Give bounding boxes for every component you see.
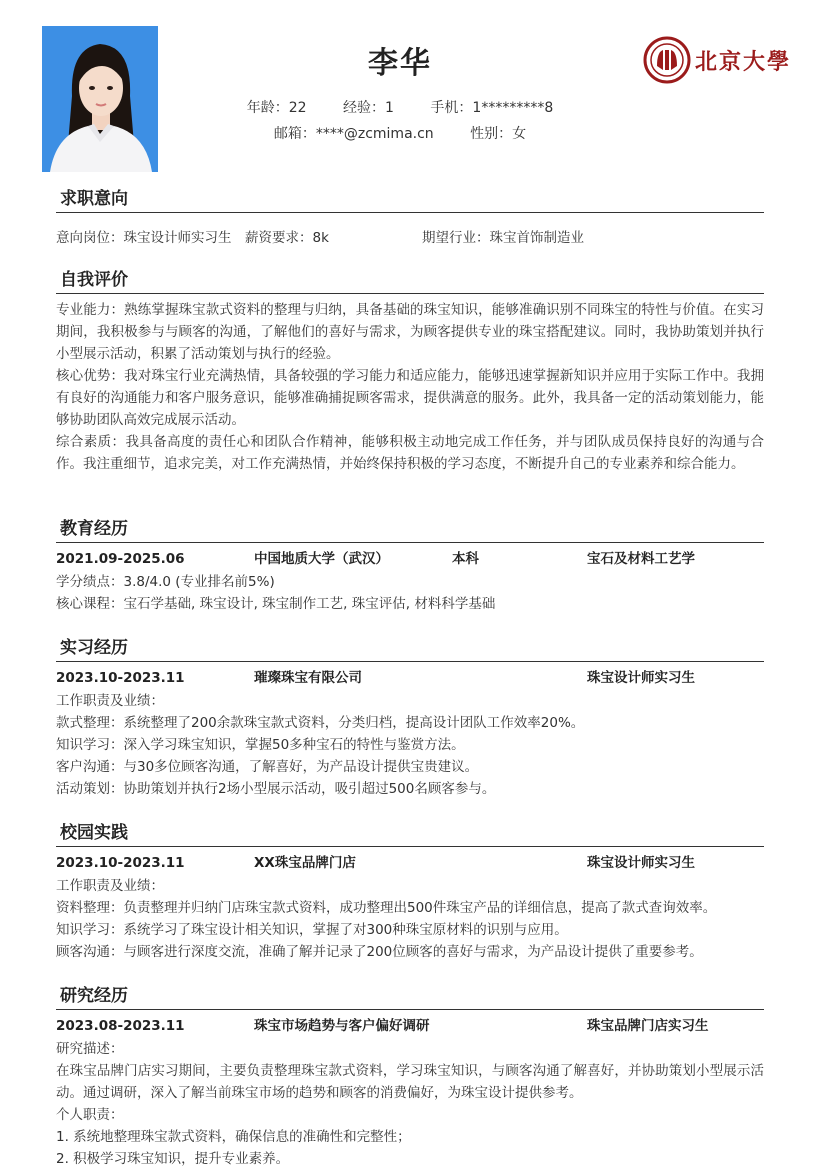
internship-line: 知识学习：深入学习珠宝知识，掌握50多种宝石的特性与鉴赏方法。 [56,737,465,753]
section-title: 自我评价 [56,267,764,294]
experience-info: 经验：1 [343,100,394,116]
campus-period: 2023.10-2023.11 [56,855,185,871]
internship-line: 款式整理：系统整理了200余款珠宝款式资料，分类归档，提高设计团队工作效率20%。 [56,715,585,731]
age-info: 年龄：22 [246,100,307,116]
gender-info: 性别：女 [470,126,527,142]
education-line: 学分绩点：3.8/4.0 (专业排名前5%) [56,574,275,590]
email-info: 邮箱：****@zcmima.cn [273,126,434,142]
research-project: 珠宝市场趋势与客户偏好调研 [254,1018,430,1034]
research-duty: 1. 系统地整理珠宝款式资料，确保信息的准确性和完整性； [56,1129,411,1145]
info-row-1 [0,97,800,117]
education-period: 2021.09-2025.06 [56,551,185,567]
university-seal-icon [643,36,691,84]
research-role: 珠宝品牌门店实习生 [587,1018,709,1034]
education-school: 中国地质大学（武汉） [254,551,389,567]
research-period: 2023.08-2023.11 [56,1018,185,1034]
university-logo [643,36,793,86]
education-line: 核心课程：宝石学基础, 珠宝设计, 珠宝制作工艺, 珠宝评估, 材料科学基础 [56,596,496,612]
internship-line: 工作职责及业绩： [56,693,164,709]
section-title: 教育经历 [56,516,764,543]
self-eval-paragraph: 专业能力：熟练掌握珠宝款式资料的整理与归纳，具备基础的珠宝知识，能够准确识别不同珠宝的特性与价值。在实习期间，我积极参与与顾客的沟通，了解他们的喜好与需求，为顾客提供专业的珠宝搭配建议。同时，我协助策划并执行小型展示活动，积累了活动策划与执行的经验。 [56,302,764,362]
research-desc-label: 研究描述： [56,1041,124,1057]
candidate-name: 李华 [368,46,432,81]
research-duty: 2. 积极学习珠宝知识，提升专业素养。 [56,1151,290,1167]
research-duty-label: 个人职责： [56,1107,124,1123]
intent-industry: 期望行业：珠宝首饰制造业 [422,230,584,246]
education-degree: 本科 [452,551,479,567]
self-eval-paragraph: 核心优势：我对珠宝行业充满热情，具备较强的学习能力和适应能力，能够迅速掌握新知识并应用于实际工作中。我拥有良好的沟通能力和客户服务意识，能够准确捕捉顾客需求，提供满意的服务。此外，我具备一定的活动策划能力，能够协助团队高效完成展示活动。 [56,368,764,428]
job-intent-section [56,186,764,250]
section-title: 研究经历 [56,983,764,1010]
internship-period: 2023.10-2023.11 [56,670,185,686]
logo-text: 北京大學 [695,49,792,75]
research-header [56,1014,764,1038]
section-title: 求职意向 [56,186,764,213]
campus-line: 顾客沟通：与顾客进行深度交流，准确了解并记录了200位顾客的喜好与需求，为产品设计提供了重要参考。 [56,944,703,960]
education-section [56,516,764,615]
research-description: 在珠宝品牌门店实习期间，主要负责整理珠宝款式资料，学习珠宝知识，与顾客沟通了解喜好，并协助策划小型展示活动。通过调研，深入了解当前珠宝市场的趋势和顾客的消费偏好，为珠宝设计提供参考。 [56,1063,764,1101]
internship-header [56,666,764,690]
internship-company: 璀璨珠宝有限公司 [254,670,362,686]
campus-practice-section [56,820,764,963]
intent-row [56,226,764,250]
education-header [56,547,764,571]
campus-role: 珠宝设计师实习生 [587,855,695,871]
campus-line: 工作职责及业绩： [56,878,164,894]
info-row-2 [0,123,800,143]
phone-info: 手机：1*********8 [430,100,554,116]
intent-position: 意向岗位：珠宝设计师实习生 [56,230,232,246]
research-section [56,983,764,1170]
internship-role: 珠宝设计师实习生 [587,670,695,686]
campus-line: 资料整理：负责整理并归纳门店珠宝款式资料，成功整理出500件珠宝产品的详细信息，提高了款式查询效率。 [56,900,717,916]
intent-salary: 薪资要求：8k [245,230,329,246]
internship-line: 活动策划：协助策划并执行2场小型展示活动，吸引超过500名顾客参与。 [56,781,496,797]
self-eval-paragraph: 综合素质：我具备高度的责任心和团队合作精神，能够积极主动地完成工作任务，并与团队成员保持良好的沟通与合作。我注重细节，追求完美，对工作充满热情，并始终保持积极的学习态度，不断提升自己的专业素养和综合能力。 [56,434,764,472]
internship-line: 客户沟通：与30多位顾客沟通，了解喜好，为产品设计提供宝贵建议。 [56,759,479,775]
section-title: 实习经历 [56,635,764,662]
internship-section [56,635,764,800]
education-major: 宝石及材料工艺学 [587,551,695,567]
self-evaluation-section [56,267,764,475]
campus-company: XX珠宝品牌门店 [254,855,356,871]
section-title: 校园实践 [56,820,764,847]
campus-line: 知识学习：系统学习了珠宝设计相关知识，掌握了对300种珠宝原材料的识别与应用。 [56,922,568,938]
campus-header [56,851,764,875]
